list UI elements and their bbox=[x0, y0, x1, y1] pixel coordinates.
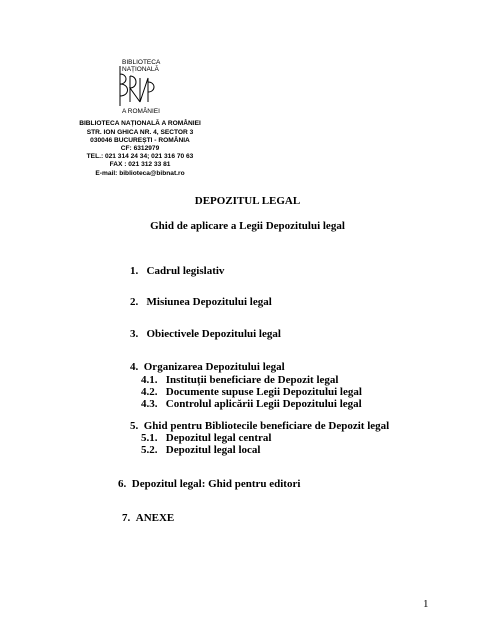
toc-label: Documente supuse Legii Depozitului legal bbox=[165, 386, 362, 398]
logo-line-1: BIBLIOTECA bbox=[122, 59, 161, 66]
toc-number: 1. bbox=[130, 265, 139, 277]
toc-item bbox=[130, 328, 281, 341]
fax: FAX : 021 312 33 81 bbox=[109, 161, 171, 168]
toc-number: 7. bbox=[122, 512, 131, 524]
fiscal-code: CF: 6312979 bbox=[120, 145, 160, 152]
toc-number: 5.2. bbox=[141, 444, 158, 456]
toc-item bbox=[130, 296, 272, 309]
logo-line-3: A ROMÂNIEI bbox=[122, 108, 160, 115]
institution-name: BIBLIOTECA NAȚIONALĂ A ROMÂNIEI bbox=[79, 120, 201, 127]
toc-label: Instituții beneficiare de Depozit legal bbox=[165, 374, 339, 386]
toc-item bbox=[130, 265, 224, 278]
toc-label: Obiectivele Depozitului legal bbox=[146, 328, 281, 340]
toc-number: 5. bbox=[130, 420, 139, 432]
toc-label: ANEXE bbox=[135, 512, 175, 524]
toc-label: Depozitul legal central bbox=[165, 432, 272, 444]
toc-item bbox=[130, 361, 285, 374]
email: E-mail: biblioteca@bibnat.ro bbox=[95, 170, 185, 177]
logo-line-2: NAȚIONALĂ bbox=[122, 66, 159, 73]
toc-subitem bbox=[141, 398, 362, 411]
toc-number: 3. bbox=[130, 328, 139, 340]
toc-item bbox=[118, 478, 300, 491]
telephone: TEL.: 021 314 24 34; 021 316 70 63 bbox=[86, 153, 194, 160]
toc-label: Depozitul legal: Ghid pentru editori bbox=[131, 478, 301, 490]
toc-number: 2. bbox=[130, 296, 139, 308]
document-subtitle: Ghid de aplicare a Legii Depozitului legal bbox=[150, 220, 345, 232]
toc-label: Cadrul legislativ bbox=[146, 265, 225, 277]
toc-item bbox=[122, 512, 174, 525]
toc-number: 4.2. bbox=[141, 386, 158, 398]
toc-number: 6. bbox=[118, 478, 127, 490]
toc-number: 4. bbox=[130, 361, 139, 373]
toc-subitem bbox=[141, 444, 260, 457]
toc-label: Organizarea Depozitului legal bbox=[143, 361, 285, 373]
toc-label: Controlul aplicării Legii Depozitului legal bbox=[165, 398, 362, 410]
toc-label: Misiunea Depozitului legal bbox=[146, 296, 272, 308]
toc-number: 4.3. bbox=[141, 398, 158, 410]
toc-label: Ghid pentru Bibliotecile beneficiare de Depozit legal bbox=[143, 420, 390, 432]
toc-number: 4.1. bbox=[141, 374, 158, 386]
toc-number: 5.1. bbox=[141, 432, 158, 444]
document-title: DEPOZITUL LEGAL bbox=[194, 195, 301, 207]
library-logo bbox=[108, 56, 168, 116]
address-line-1: STR. ION GHICA NR. 4, SECTOR 3 bbox=[86, 129, 194, 136]
address-line-2: 030046 BUCUREȘTI - ROMÂNIA bbox=[90, 137, 190, 144]
page-number: 1 bbox=[423, 598, 429, 610]
toc-label: Depozitul legal local bbox=[165, 444, 261, 456]
